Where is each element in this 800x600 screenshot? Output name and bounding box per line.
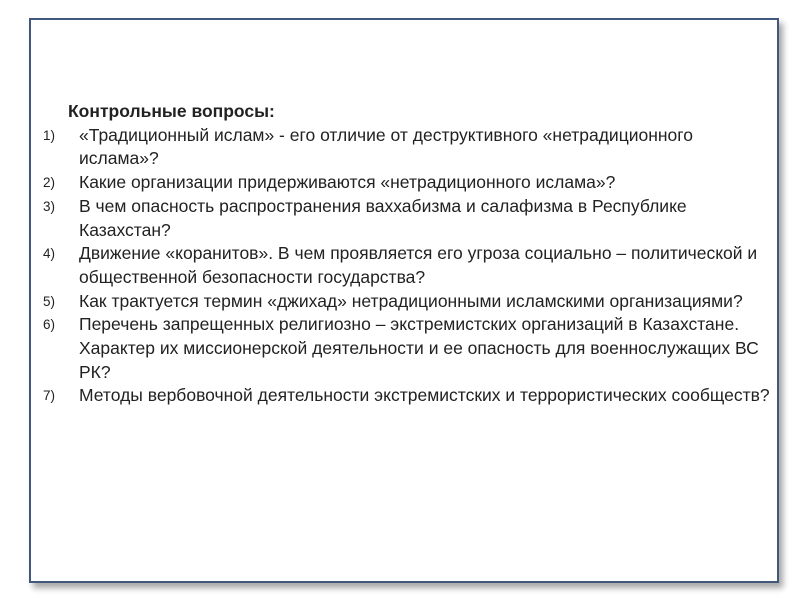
- question-number: 2): [43, 175, 56, 191]
- question-number: 6): [43, 317, 56, 333]
- question-text: Методы вербовочной деятельности экстремистских и террористических сообществ?: [79, 385, 770, 406]
- question-text: Движение «коранитов». В чем проявляется его угроза социально – политической и общественной безопасности государства?: [79, 243, 758, 287]
- question-number: 1): [43, 127, 56, 143]
- question-number: 3): [43, 198, 56, 214]
- question-number: 4): [43, 246, 56, 262]
- question-item: [41, 290, 771, 314]
- question-number: 7): [43, 388, 56, 404]
- slide-heading: Контрольные вопросы:: [68, 101, 275, 121]
- slide-frame: [29, 18, 779, 583]
- question-text: Как трактуется термин «джихад» нетрадиционными исламскими организациями?: [79, 290, 743, 311]
- question-item: [41, 242, 771, 289]
- question-number: 5): [43, 293, 56, 309]
- question-text: Перечень запрещенных религиозно – экстремистских организаций в Казахстане. Характер их миссионерской деятельности и ее опасность для военнослужащих ВС РК?: [79, 314, 759, 382]
- slide-content: [41, 100, 771, 408]
- question-item: [41, 195, 771, 242]
- question-item: [41, 313, 771, 384]
- questions-list: [41, 124, 771, 408]
- question-item: [41, 384, 771, 408]
- question-item: [41, 124, 771, 171]
- question-item: [41, 171, 771, 195]
- question-text: Какие организации придерживаются «нетрадиционного ислама»?: [79, 172, 616, 193]
- question-text: «Традиционный ислам» - его отличие от деструктивного «нетрадиционного ислама»?: [79, 124, 694, 169]
- question-text: В чем опасность распространения ваххабизма и салафизма в Республике Казахстан?: [79, 195, 687, 240]
